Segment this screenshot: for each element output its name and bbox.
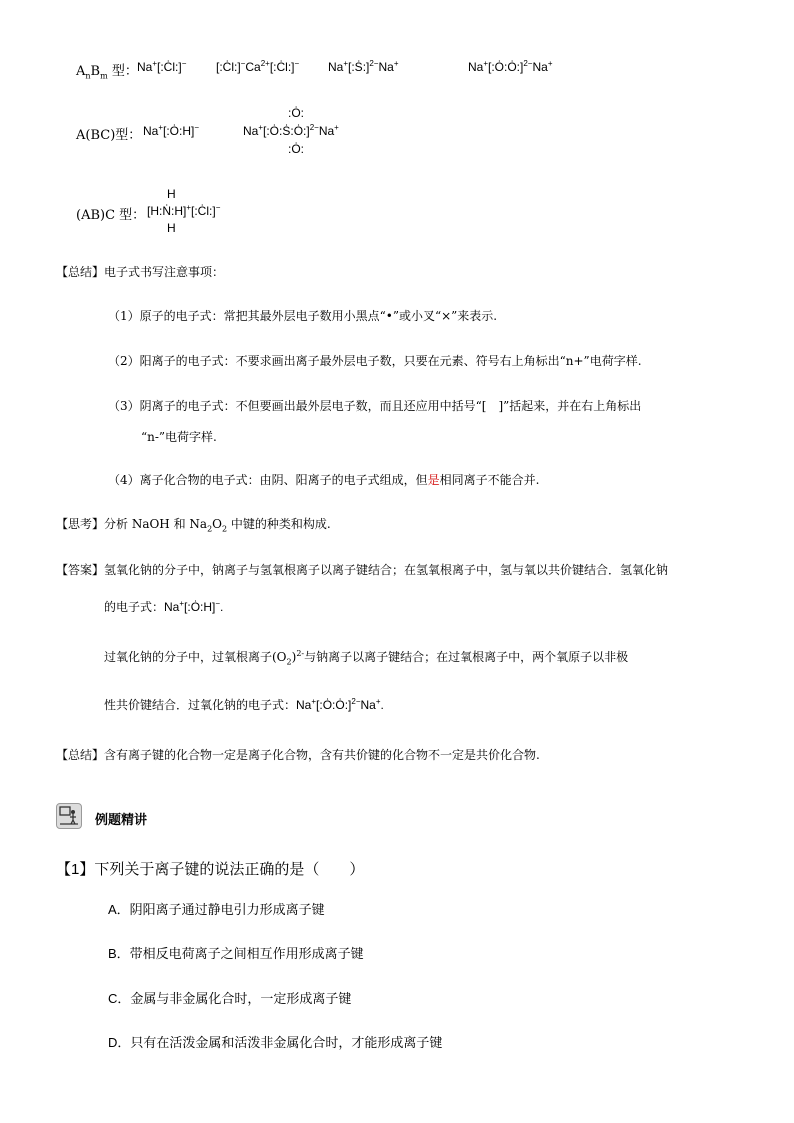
summary-item-3: （3）阴离子的电子式：不但要画出最外层电子数，而且还应用中括号“[ ]”括起来，并在右上角标出 xyxy=(108,399,642,413)
formula-na2so4: Na+[:Ȯ:Ṡ:Ȯ:]$^{2-}$Na+ xyxy=(243,123,339,138)
summary-item-4: （4）离子化合物的电子式：由阴、阳离子的电子式组成，但是相同离子不能合并. xyxy=(108,473,540,487)
formula-na2so4-bottom-o: :Ȯ: xyxy=(288,142,305,156)
summary-title: 【总结】电子式书写注意事项： xyxy=(56,265,225,279)
teacher-icon xyxy=(56,803,82,829)
answer-line-1: 【答案】氢氧化钠的分子中，钠离子与氢氧根离子以离子键结合；在氢氧根离子中，氢与氧以共价键结合．氢氧化钠 xyxy=(56,563,669,577)
formula-na2so4-top-o: :Ȯ: xyxy=(288,106,305,120)
option-c: C．金属与非金属化合时，一定形成离子键 xyxy=(108,991,352,1006)
formula-na2o2: Na+[:Ȯ:Ȯ:]$^{2-}$Na+ xyxy=(468,59,553,74)
formula-nh4-bottom-h: H xyxy=(167,221,176,235)
ambn-label: $A_nB_m$ 型： xyxy=(76,64,138,81)
option-d: D．只有在活泼金属和活泼非金属化合时，才能形成离子键 xyxy=(108,1035,443,1050)
formula-naoh: Na+[:Ȯ:H]− xyxy=(143,123,200,138)
question-stem: 【1】下列关于离子键的说法正确的是（ ） xyxy=(56,861,365,878)
answer-line-3: 过氧化钠的分子中，过氧根离子$(O_2)^{2-}$与钠离子以离子键结合；在过氧根离子中，两个氧原子以非极 xyxy=(104,649,629,667)
option-a: A．阴阳离子通过静电引力形成离子键 xyxy=(108,902,325,917)
formula-nacl: Na+[:Ċl:]− xyxy=(137,59,187,74)
abc2-label: (AB)C 型： xyxy=(76,208,146,223)
formula-nh4cl: [H:Ṅ:H]+[:Ċl:]− xyxy=(147,203,221,218)
abc-label: A(BC)型： xyxy=(76,128,142,143)
formula-na2s: Na+[:Ṡ:]$^{2-}$Na+ xyxy=(328,59,399,74)
summary-item-1: （1）原子的电子式：常把其最外层电子数用小黑点“•”或小叉“×”来表示. xyxy=(108,309,498,323)
answer-line-4: 性共价键结合．过氧化钠的电子式：Na+[:Ȯ:Ȯ:]$^{2-}$Na+. xyxy=(104,697,384,712)
section-title: 例题精讲 xyxy=(95,812,148,827)
formula-nh4-top-h: H xyxy=(167,187,176,201)
option-b: B．带相反电荷离子之间相互作用形成离子键 xyxy=(108,946,364,961)
summary-item-3-cont: “n-”电荷字样. xyxy=(141,430,217,444)
formula-cacl2: $[:Ċl:]^-Ca^{2+}[:Ċl:]^-$ xyxy=(216,59,300,74)
summary2-text: 【总结】含有离子键的化合物一定是离子化合物，含有共价键的化合物不一定是共价化合物. xyxy=(56,748,540,762)
summary-item-2: （2）阳离子的电子式：不要求画出离子最外层电子数，只要在元素、符号右上角标出“n+”电荷字样. xyxy=(108,354,642,368)
think-text: 【思考】分析 NaOH 和 $Na_2O_2$ 中键的种类和构成. xyxy=(56,517,331,534)
answer-line-2: 的电子式：Na+[:Ȯ:H]−. xyxy=(104,599,224,614)
